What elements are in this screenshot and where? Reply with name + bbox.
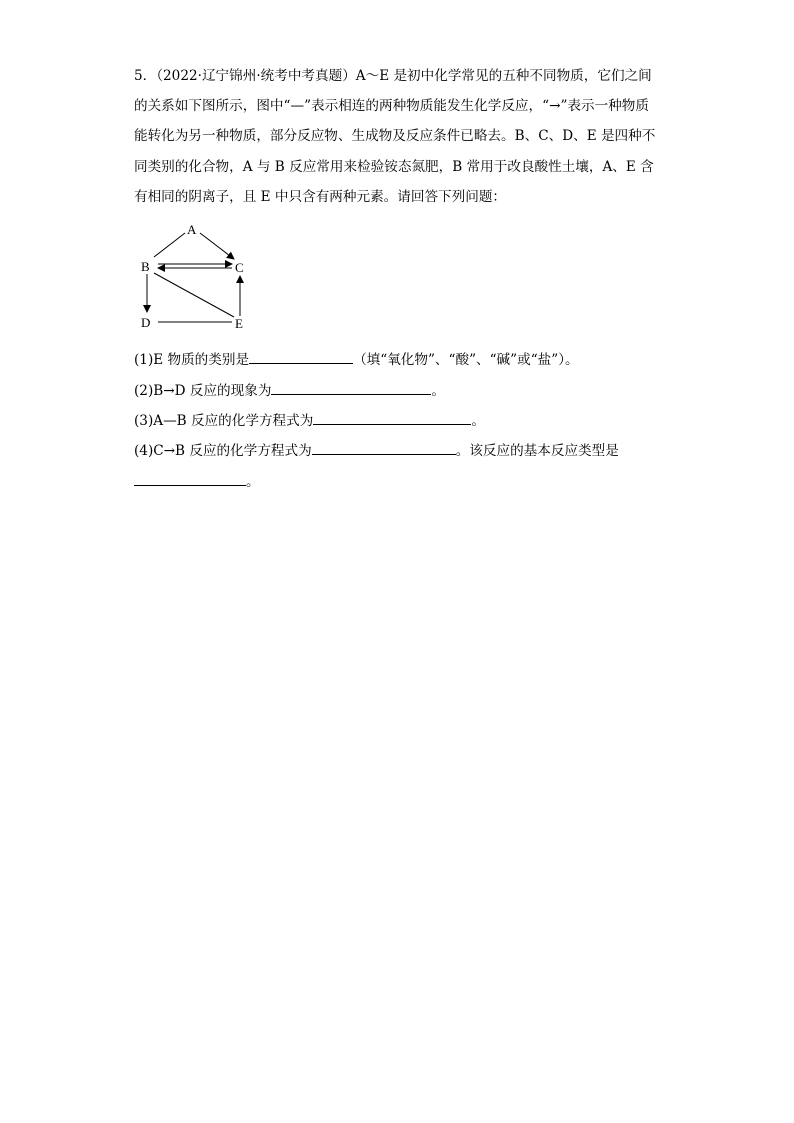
subquestion-4-end: 。 bbox=[246, 474, 260, 490]
subquestion-3-text: (3)A—B 反应的化学方程式为 bbox=[134, 413, 314, 429]
subquestion-1-hint: （填“氧化物”、“酸”、“碱”或“盐”）。 bbox=[353, 352, 579, 368]
subquestion-2-text: (2)B→D 反应的现象为 bbox=[134, 383, 272, 399]
subquestion-4-followup: 。该反应的基本反应类型是 bbox=[455, 443, 619, 459]
question-line-4: 同类别的化合物，A 与 B 反应常用来检验铵态氮肥，B 常用于改良酸性土壤，A、E 含 bbox=[134, 159, 654, 175]
edge-a-to-c bbox=[200, 233, 234, 259]
edge-a-b bbox=[154, 233, 185, 257]
answer-blank-2[interactable] bbox=[271, 381, 431, 395]
subquestion-2 bbox=[134, 381, 445, 400]
answer-blank-4a[interactable] bbox=[312, 441, 456, 455]
subquestion-4-text: (4)C→B 反应的化学方程式为 bbox=[134, 443, 312, 459]
subquestion-1-text: (1)E 物质的类别是 bbox=[134, 352, 250, 368]
relationship-diagram bbox=[128, 218, 268, 336]
question-line-5: 有相同的阴离子，且 E 中只含有两种元素。请回答下列问题： bbox=[134, 189, 507, 205]
node-b: B bbox=[141, 259, 150, 274]
subquestion-4 bbox=[134, 441, 619, 460]
answer-blank-1[interactable] bbox=[249, 350, 353, 364]
edge-b-e bbox=[154, 273, 234, 317]
node-a: A bbox=[187, 222, 197, 237]
subquestion-1 bbox=[134, 350, 579, 369]
answer-blank-3[interactable] bbox=[313, 411, 471, 425]
node-e: E bbox=[235, 316, 243, 331]
subquestion-3 bbox=[134, 411, 485, 430]
question-line-3: 能转化为另一种物质，部分反应物、生成物及反应条件已略去。B、C、D、E 是四种不 bbox=[134, 128, 656, 144]
node-c: C bbox=[235, 260, 244, 275]
subquestion-4-continued bbox=[134, 472, 260, 491]
subquestion-3-end: 。 bbox=[471, 413, 485, 429]
subquestion-2-end: 。 bbox=[431, 383, 446, 399]
answer-blank-4b[interactable] bbox=[134, 472, 246, 486]
question-line-1: 5．（2022·辽宁锦州·统考中考真题）A～E 是初中化学常见的五种不同物质，它们之间 bbox=[134, 68, 652, 84]
question-line-2: 的关系如下图所示，图中“—”表示相连的两种物质能发生化学反应，“→”表示一种物质 bbox=[134, 98, 649, 114]
node-d: D bbox=[141, 315, 151, 330]
